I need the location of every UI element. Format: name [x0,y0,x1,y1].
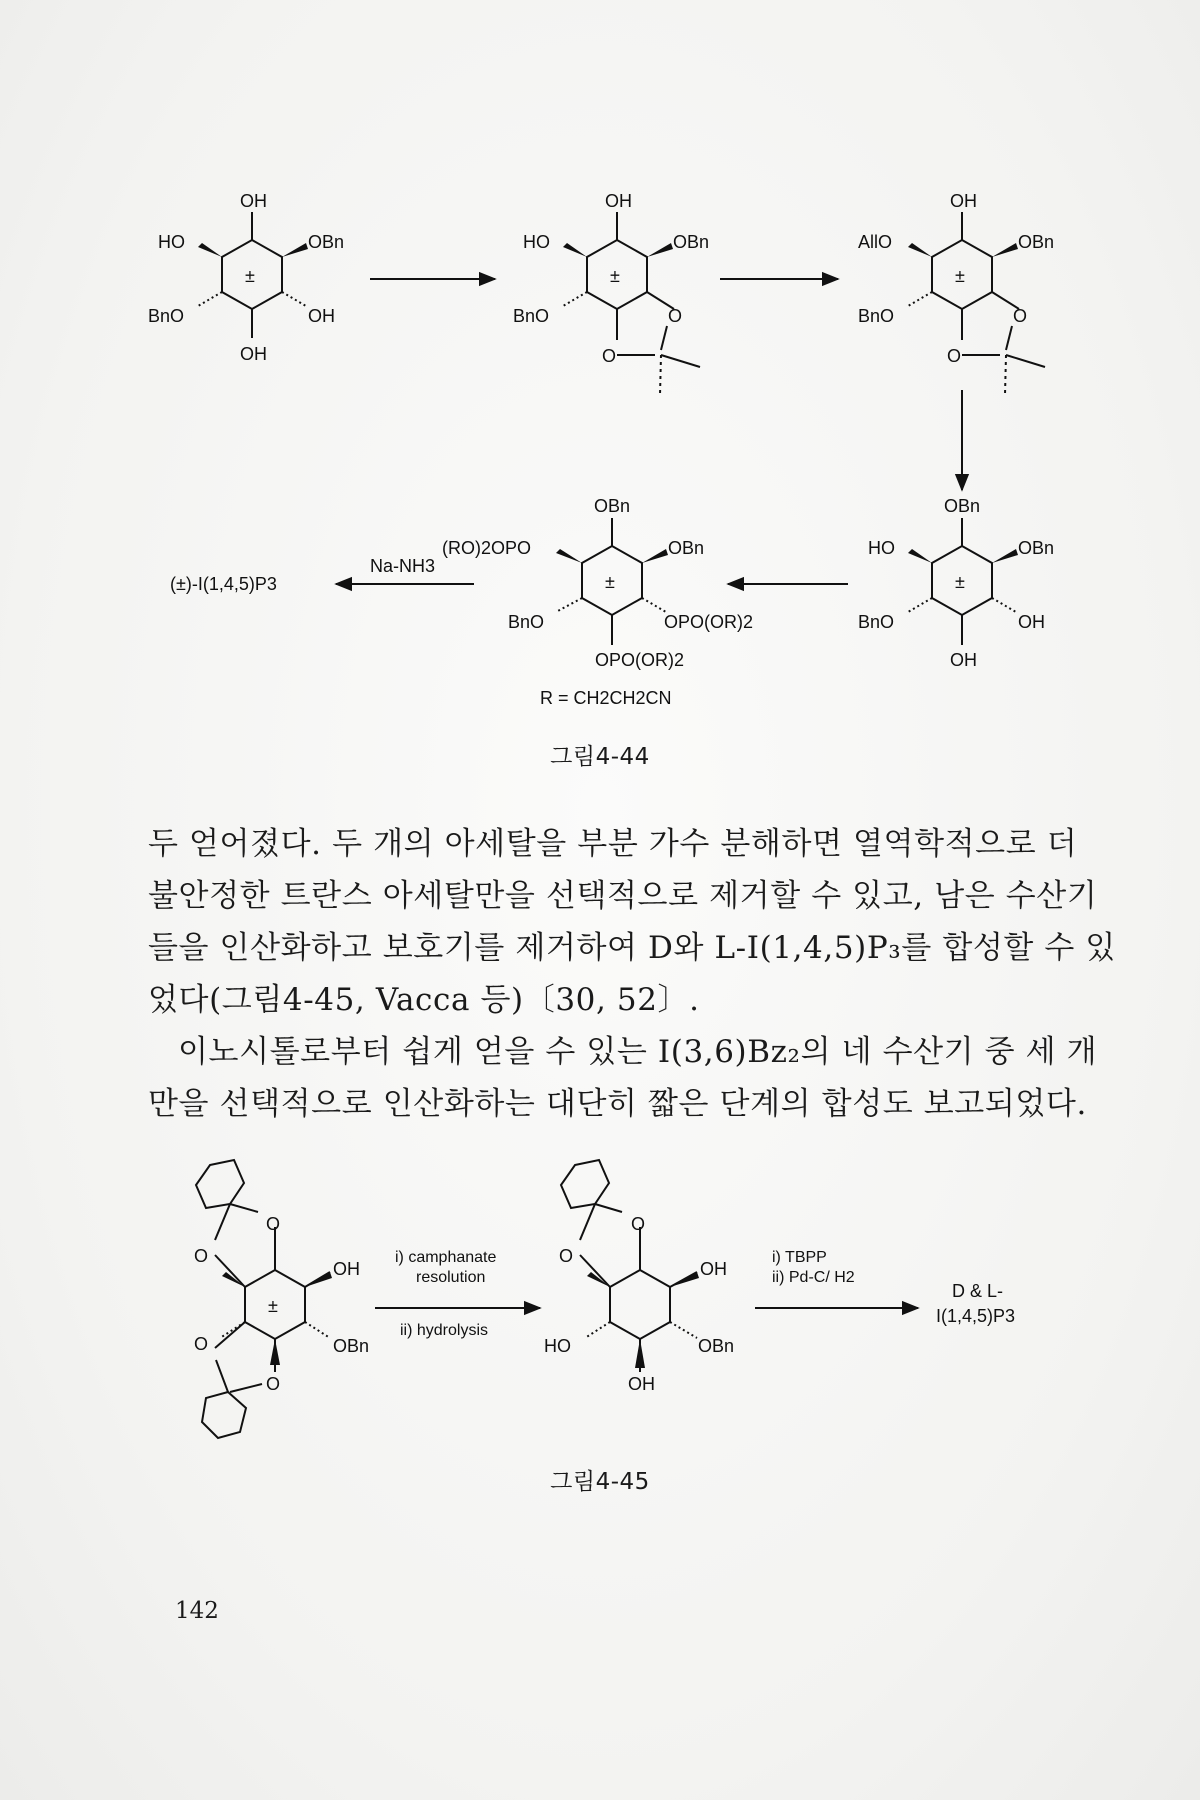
m2-racemic-mark: ± [610,266,620,286]
step2-pd-c-h2: ii) Pd-C/ H2 [772,1269,855,1286]
m1-oh-right: OH [308,306,335,326]
mB-oh-label: OH [700,1259,727,1279]
m5-phosphate-left: (RO)2OPO [442,538,532,558]
na-nh3-reagent: Na-NH3 [370,556,436,576]
text-line-1: 두 얻어졌다. 두 개의 아세탈을 부분 가수 분해하면 열역학적으로 더 [148,826,1078,862]
product-ip3: I(1,4,5)P3 [936,1306,1016,1326]
m5-phosphate-bottom: OPO(OR)2 [595,650,685,670]
m1-ho-label: HO [158,232,185,252]
mB-ho-label: HO [544,1336,571,1356]
m3-oh-top: OH [950,191,977,211]
figure-4-45-scheme [0,1140,1200,1500]
mB-obn-label: OBn [698,1336,735,1356]
m3-obn-label: OBn [1018,232,1055,252]
body-paragraph [148,818,1116,1130]
m4-racemic-mark: ± [955,572,965,592]
m4-obn-label: OBn [1018,538,1055,558]
text-line-5: 이노시톨로부터 쉽게 얻을 수 있는 I(3,6)Bz₂의 네 수산기 중 세 개 [178,1034,1098,1070]
figure-4-44-scheme [0,0,1200,800]
m3-racemic-mark: ± [955,266,965,286]
m1-oh-top: OH [240,191,267,211]
m3-ring-oxygen-lower: O [947,346,962,366]
page-number: 142 [175,1598,219,1624]
m5-bno-label: BnO [508,612,545,632]
m1-oh-bottom: OH [240,344,267,364]
m4-ho-label: HO [868,538,895,558]
text-line-3: 들을 인산화하고 보호기를 제거하여 D와 L-I(1,4,5)P₃를 합성할 수 있 [148,930,1116,966]
m2-obn-label: OBn [673,232,710,252]
m4-bno-label: BnO [858,612,895,632]
m3-bno-label: BnO [858,306,895,326]
m2-ring-oxygen: O [668,306,683,326]
m3-ring-oxygen: O [1013,306,1028,326]
text-line-6: 만을 선택적으로 인산화하는 대단히 짧은 단계의 합성도 보고되었다. [148,1086,1087,1122]
m2-bno-label: BnO [513,306,550,326]
mA-oh-label: OH [333,1259,360,1279]
step1-hydrolysis: ii) hydrolysis [400,1322,489,1339]
m1-bno-label: BnO [148,306,185,326]
m4-oh-bottom: OH [950,650,977,670]
m1-obn-label: OBn [308,232,345,252]
m1-racemic-mark: ± [245,266,255,286]
mA-oxygen-top: O [266,1214,281,1234]
mB-oxygen-left: O [559,1246,574,1266]
mA-oxygen-left: O [194,1246,209,1266]
mA-oxygen-bottom: O [266,1374,281,1394]
m5-obn-top: OBn [594,496,631,516]
product-d-l: D & L- [952,1281,1004,1301]
mB-oh-bottom: OH [628,1374,655,1394]
mB-oxygen-top: O [631,1214,646,1234]
m2-ring-oxygen-lower: O [602,346,617,366]
text-line-2: 불안정한 트란스 아세탈만을 선택적으로 제거할 수 있고, 남은 수산기 [148,878,1098,914]
m2-ho-label: HO [523,232,550,252]
ip3-product-label: (±)-I(1,4,5)P3 [170,574,277,594]
r-group-definition: R = CH2CH2CN [540,688,672,708]
mA-oxygen-left-lower: O [194,1334,209,1354]
m3-allo-label: AllO [858,232,893,252]
m2-oh-top: OH [605,191,632,211]
m4-obn-top: OBn [944,496,981,516]
mA-obn-label: OBn [333,1336,370,1356]
figure-4-44-caption: 그림4-44 [550,744,650,770]
mA-racemic-mark: ± [268,1296,278,1316]
m5-racemic-mark: ± [605,572,615,592]
step1-camphanate: i) camphanate [395,1249,497,1266]
m5-obn-label: OBn [668,538,705,558]
m5-phosphate-right: OPO(OR)2 [664,612,754,632]
figure-4-45-caption: 그림4-45 [550,1469,650,1495]
m4-oh-right: OH [1018,612,1045,632]
step2-tbpp: i) TBPP [772,1249,827,1266]
step1-resolution: resolution [416,1269,486,1286]
text-line-4: 었다(그림4-45, Vacca 등)〔30, 52〕. [148,982,700,1018]
